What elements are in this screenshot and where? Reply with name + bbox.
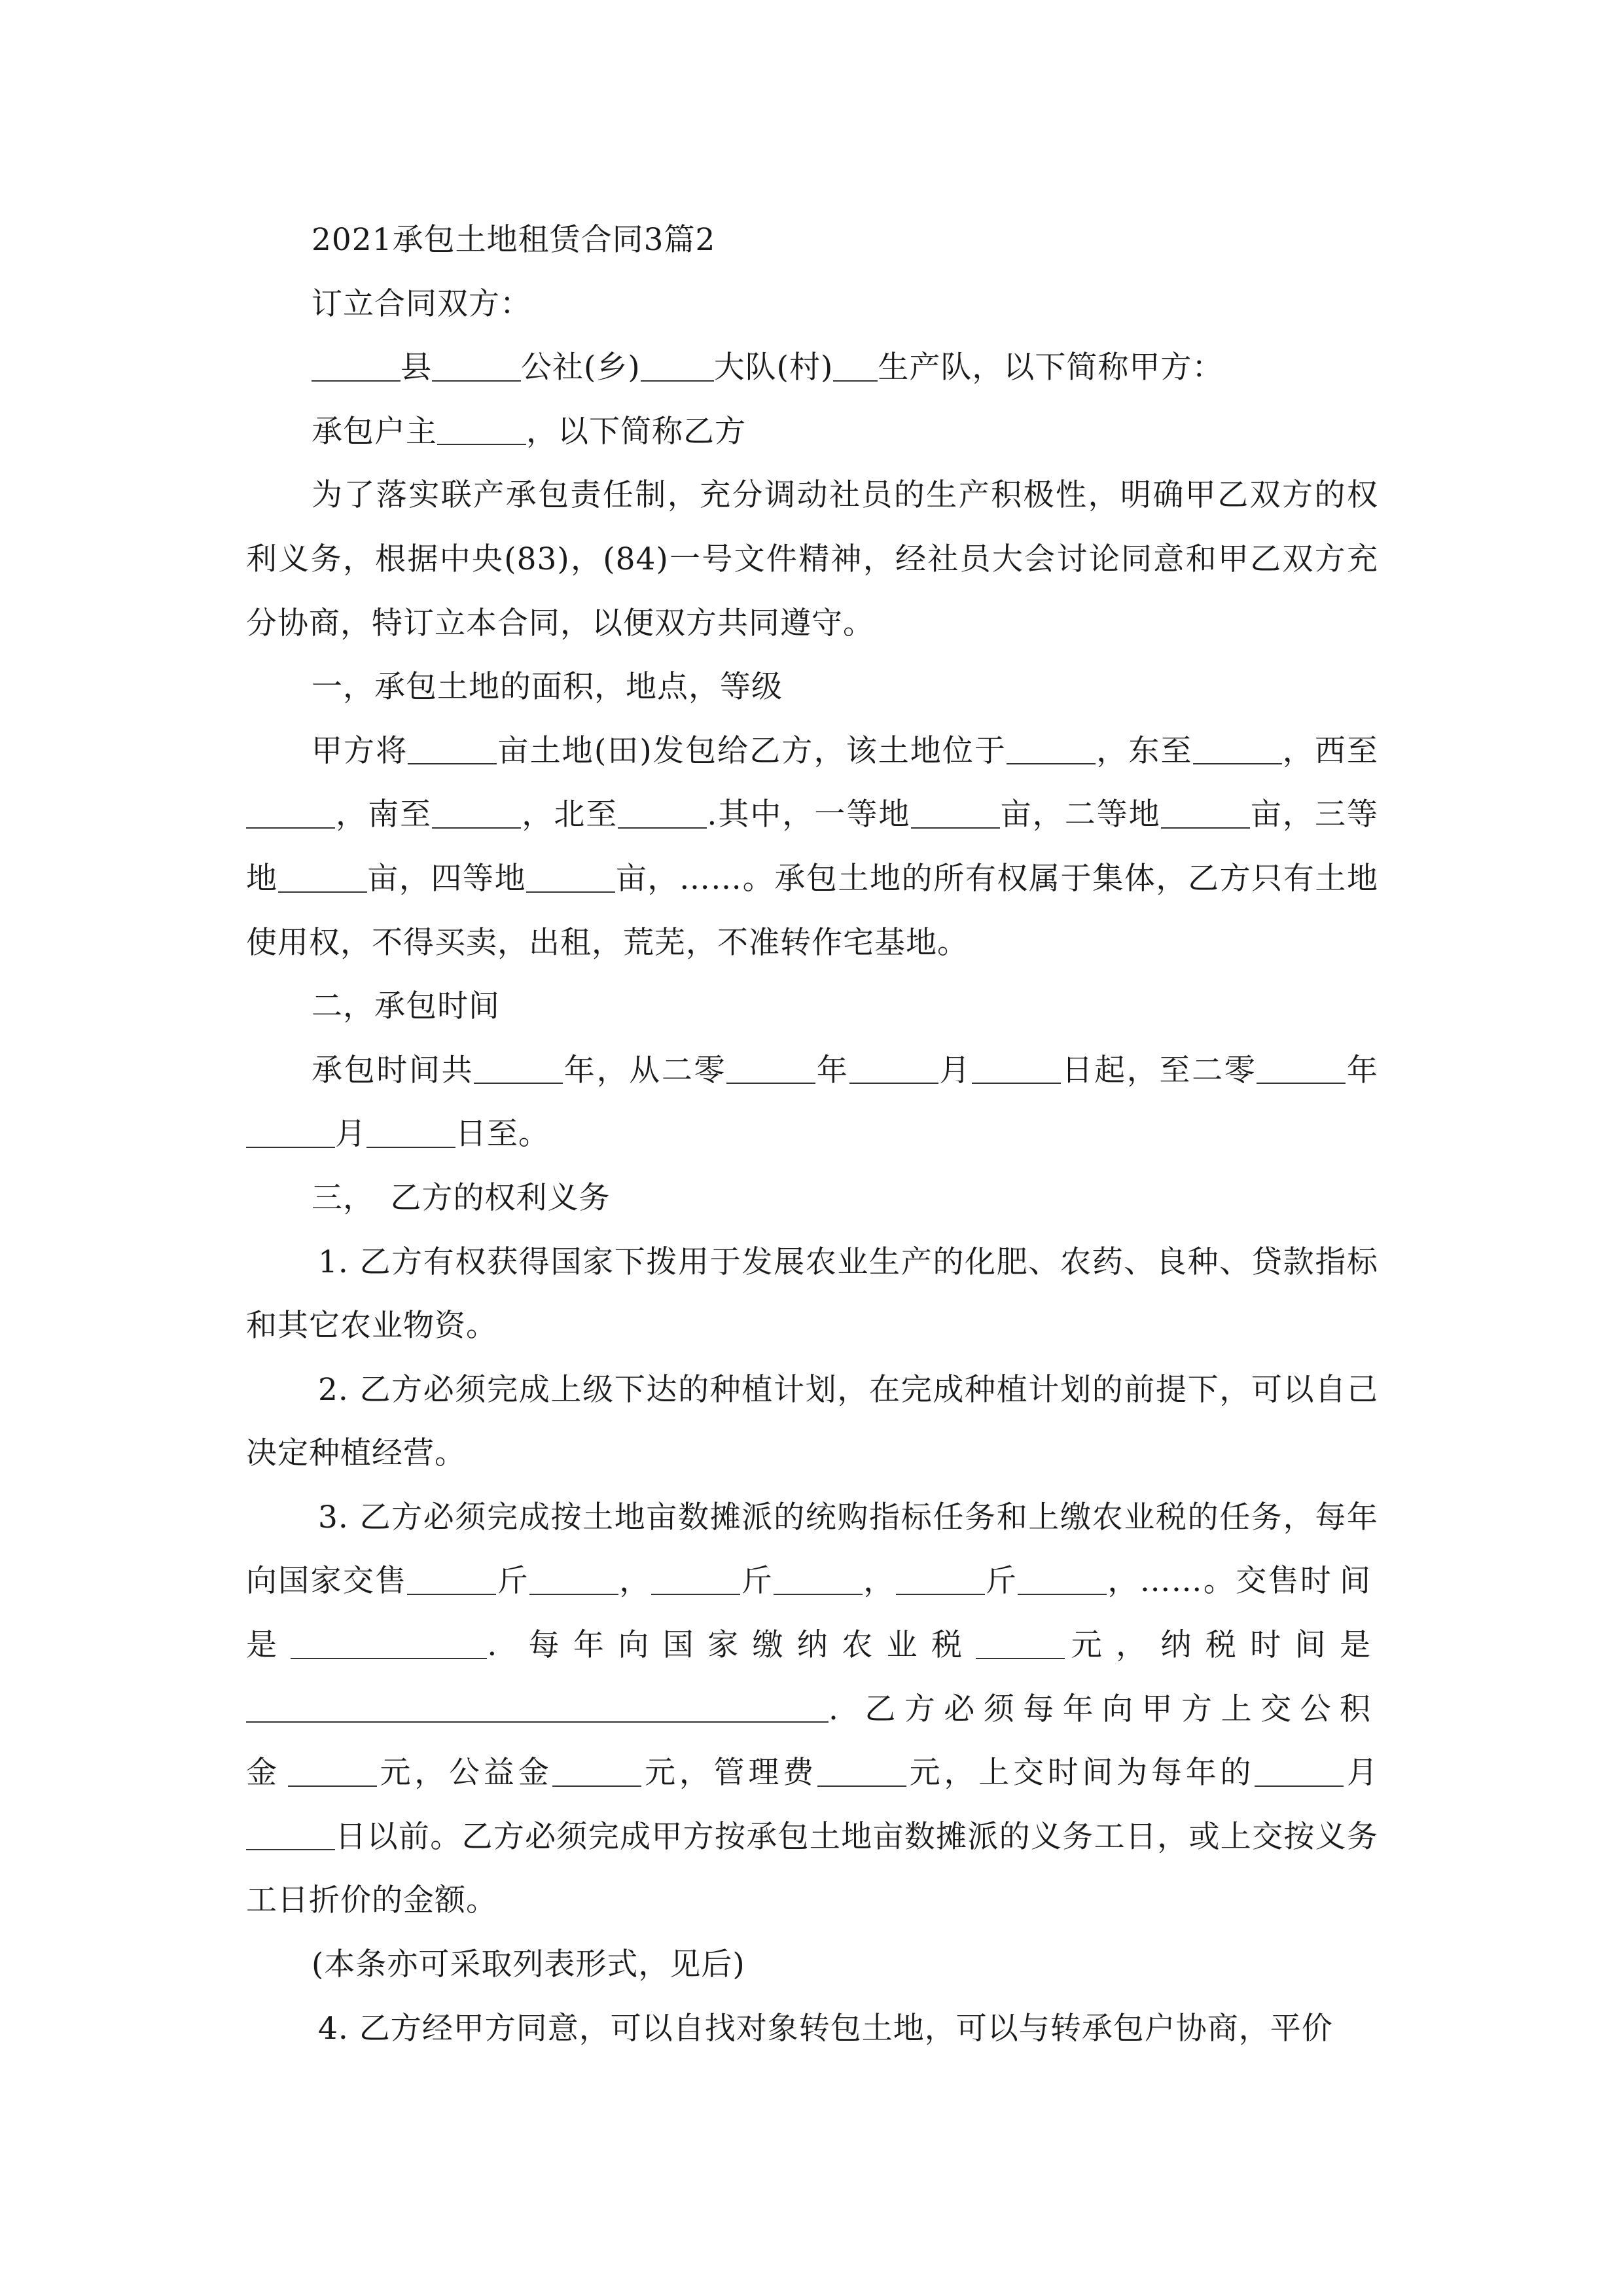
text-run: 亩，……。承包土地的所有权属于集体，乙方只有土地使用权，不得买卖，出租，荒芜，不准转作宅基地。 <box>246 860 1379 961</box>
text-run: ，以下简称乙方 <box>526 413 746 450</box>
blank-field <box>651 1564 740 1595</box>
blank-field <box>278 862 367 893</box>
text-run: ，南至 <box>335 797 433 833</box>
blank-field <box>529 1564 618 1595</box>
blank-field <box>618 798 707 829</box>
blank-field <box>312 351 401 382</box>
blank-field <box>246 1117 335 1148</box>
blank-field <box>972 1054 1061 1085</box>
text-run: ， <box>618 1563 652 1600</box>
blank-field <box>1018 1564 1107 1595</box>
text-run: 元 <box>906 1755 944 1791</box>
text-run: ，管理费 <box>679 1755 817 1791</box>
section3-heading: 三， 乙方的权利义务 <box>312 1179 611 1216</box>
preamble-paragraph: 为了落实联产承包责任制，充分调动社员的生产积极性，明确甲乙双方的权利义务，根据中央(83)，(84)一号文件精神，经社员大会讨论同意和甲乙双方充分协商，特订立本合同，以便双方共同遵守。 <box>246 477 1378 641</box>
blank-field <box>366 1117 455 1148</box>
text-run: 斤 <box>984 1563 1018 1600</box>
text-run: 元 <box>376 1755 415 1791</box>
blank-field <box>726 1054 815 1085</box>
text-run: 亩，三等地 <box>246 797 1379 897</box>
text-run: 年 <box>1346 1052 1379 1088</box>
text-run: ，东至 <box>1096 732 1193 769</box>
blank-field <box>432 798 521 829</box>
blank-field <box>552 1756 641 1787</box>
section1-paragraph <box>246 719 1378 975</box>
blank-field <box>1161 798 1250 829</box>
section3-item-2: 2. 乙方必须完成上级下达的种植计划，在完成种植计划的前提下，可以自己决定种植经营。 <box>246 1371 1378 1472</box>
text-run: 斤 <box>496 1563 529 1600</box>
blank-field <box>246 1820 335 1851</box>
blank-field <box>1007 734 1096 765</box>
blank-field <box>288 1756 377 1787</box>
blank-field <box>437 415 526 446</box>
blank-field <box>1193 734 1282 765</box>
text-run: 日以前。乙方必须完成甲方按承包土地亩数摊派的义务工日，或上交按义务工日折价的金额。 <box>246 1818 1378 1919</box>
blank-field <box>526 862 615 893</box>
text-run: ，公益金 <box>414 1755 553 1791</box>
text-run: 县 <box>401 350 432 386</box>
text-run: ， <box>863 1563 896 1600</box>
blank-field <box>1255 1756 1344 1787</box>
blank-field <box>641 351 714 382</box>
text-run: . 乙方必须每年向甲方上交公积金 <box>246 1691 1378 1791</box>
section2-heading: 二，承包时间 <box>312 988 500 1025</box>
text-run: ，北至 <box>521 797 618 833</box>
document-body <box>246 208 1378 2060</box>
text-run: 年，从二零 <box>563 1052 727 1088</box>
blank-field <box>1257 1054 1346 1085</box>
section3-item-1: 1. 乙方有权获得国家下拨用于发展农业生产的化肥、农药、良种、贷款指标和其它农业物资。 <box>246 1244 1378 1344</box>
text-run: 亩，二等地 <box>999 797 1161 833</box>
party-b-line <box>246 400 1378 464</box>
text-run: 元，纳税时间是 <box>1065 1627 1378 1664</box>
blank-field <box>817 1756 906 1787</box>
section3-note: (本条亦可采取列表形式，见后) <box>312 1946 745 1983</box>
blank-field <box>291 1628 487 1659</box>
blank-field <box>474 1054 563 1085</box>
blank-field <box>833 351 878 382</box>
document-title: 2021承包土地租赁合同3篇2 <box>312 222 716 258</box>
text-run: 日至。 <box>455 1116 550 1153</box>
text-run: 承包户主 <box>312 413 437 450</box>
blank-field <box>246 1693 829 1723</box>
text-run: . 每年向国家缴纳农业税 <box>487 1627 976 1664</box>
text-run: 年 <box>815 1052 849 1088</box>
text-run: 亩土地(田)发包给乙方，该土地位于 <box>497 732 1007 769</box>
text-run: 公社(乡) <box>521 350 641 386</box>
text-run: 月 <box>1344 1755 1379 1791</box>
section3-item-4: 4. 乙方经甲方同意，可以自找对象转包土地，可以与转承包户协商，平价 <box>318 2010 1333 2047</box>
section3-item-3 <box>246 1486 1378 1933</box>
blank-field <box>408 734 497 765</box>
text-run: 月 <box>938 1052 972 1088</box>
text-run: ，……。交售 <box>1107 1563 1300 1600</box>
text-run: 甲方将 <box>312 732 408 769</box>
text-run: .其中，一等地 <box>707 797 911 833</box>
blank-field <box>432 351 521 382</box>
party-a-line <box>246 336 1378 400</box>
blank-field <box>911 798 1000 829</box>
text-run: 日起，至二零 <box>1060 1052 1257 1088</box>
blank-field <box>407 1564 496 1595</box>
blank-field <box>246 798 335 829</box>
blank-field <box>774 1564 863 1595</box>
text-run: 生产队，以下简称甲方： <box>878 350 1224 386</box>
text-run: ，西至 <box>1281 732 1379 769</box>
text-run: 大队(村) <box>713 350 834 386</box>
text-run: 承包时间共 <box>312 1052 474 1088</box>
blank-field <box>896 1564 985 1595</box>
text-run: 3. 乙方必须完成按土地亩数摊派的统购指标任务和上缴农业税的任务，每年向国家交售 <box>246 1499 1378 1600</box>
section1-heading: 一，承包土地的面积，地点，等级 <box>312 669 783 706</box>
text-run: 亩，四等地 <box>366 860 527 897</box>
blank-field <box>976 1628 1065 1659</box>
text-run: 元 <box>641 1755 679 1791</box>
text-run: ，上交时间为每年的 <box>944 1755 1255 1791</box>
parties-heading: 订立合同双方： <box>312 285 531 322</box>
section2-paragraph <box>246 1039 1378 1166</box>
text-run: 月 <box>335 1116 366 1153</box>
text-run: 斤 <box>740 1563 774 1600</box>
text-run: 时间是 <box>246 1563 1379 1664</box>
blank-field <box>849 1054 938 1085</box>
